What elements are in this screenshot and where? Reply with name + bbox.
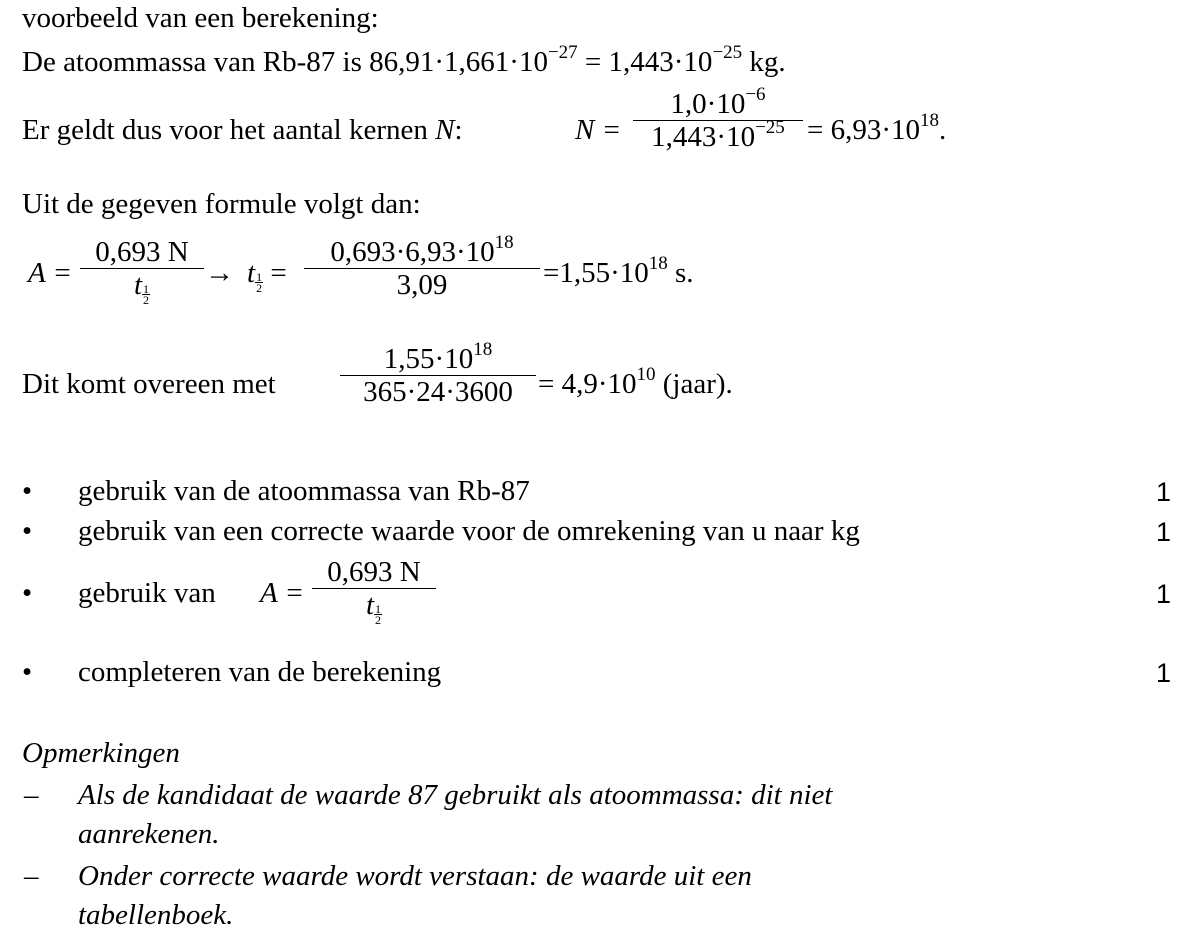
exp-1: −27	[547, 42, 578, 64]
bullet: •	[22, 475, 33, 507]
half-subscript	[255, 272, 263, 293]
t-half-num-exp: 18	[494, 232, 514, 254]
nuclei-line-lead	[22, 114, 463, 147]
years-fraction	[340, 339, 536, 408]
activity-fraction-num	[80, 236, 204, 268]
t-half-fraction	[304, 232, 540, 301]
nuclei-rhs-base: = 6,93·10	[807, 114, 921, 146]
years-lead: Dit komt overeen met	[22, 368, 276, 400]
remark-line-2: aanrekenen.	[78, 818, 220, 850]
exp-2: −25	[712, 42, 743, 64]
bullet: •	[22, 577, 33, 609]
years-num	[340, 339, 536, 375]
criterion-fraction-den	[312, 589, 436, 625]
half-top: 1	[375, 602, 382, 616]
years-den: 365·24·3600	[363, 376, 513, 408]
equals: =	[270, 257, 287, 289]
atomic-mass-lead: De atoommassa van Rb-87 is 86,91·1,661·10	[22, 46, 548, 78]
criterion-formula-lhs: A =	[260, 577, 305, 609]
years-rhs-base: = 4,9·10	[538, 368, 637, 400]
half-subscript	[142, 284, 150, 305]
atomic-mass-tail: kg.	[742, 46, 786, 78]
nuclei-den-exp: −25	[755, 117, 785, 139]
nuclei-eq-lhs	[575, 114, 621, 147]
var-n: N	[435, 114, 455, 146]
t-half-den: 3,09	[396, 269, 448, 301]
t-half-num	[304, 232, 540, 268]
t-symbol: t	[133, 269, 143, 301]
nuclei-num-exp: −6	[745, 84, 766, 106]
t-half-rhs	[543, 253, 694, 290]
nuclei-rhs-tail: .	[939, 114, 947, 146]
t-half-rhs-base: =1,55·10	[543, 257, 649, 289]
half-bot: 2	[143, 293, 150, 307]
criterion-text: completeren van de berekening	[78, 656, 442, 688]
activity-lhs: A =	[28, 257, 73, 289]
remarks-heading: Opmerkingen	[22, 737, 180, 769]
intro-text: voorbeeld van een berekening:	[22, 2, 379, 34]
half-top: 1	[143, 282, 150, 296]
t-half-rhs-tail: s.	[667, 257, 694, 289]
years-rhs-exp: 10	[636, 364, 656, 386]
half-top: 1	[256, 270, 263, 284]
criterion-text: gebruik van een correcte waarde voor de omrekening van u naar kg	[78, 515, 860, 547]
criterion-score: 1	[1156, 579, 1172, 609]
activity-fraction	[80, 236, 204, 305]
years-num-base: 1,55·10	[383, 343, 474, 375]
nuclei-lead-text: Er geldt dus voor het aantal kernen	[22, 114, 436, 146]
criterion-score: 1	[1156, 658, 1172, 688]
remark-line-1: Onder correcte waarde wordt verstaan: de waarde uit een	[78, 860, 752, 892]
t-symbol: t	[365, 589, 375, 621]
criterion-num-text: 0,693 N	[327, 556, 421, 588]
formula-intro: Uit de gegeven formule volgt dan:	[22, 188, 421, 220]
criterion-text: gebruik van de atoommassa van Rb-87	[78, 475, 530, 507]
half-bot: 2	[256, 281, 263, 295]
dash: –	[24, 860, 39, 892]
nuclei-rhs	[807, 110, 947, 147]
t-half-num-base: 0,693·6,93·10	[330, 236, 495, 268]
criterion-score: 1	[1156, 477, 1172, 507]
nuclei-fraction-num	[633, 84, 803, 120]
nuclei-num-base: 1,0·10	[670, 88, 746, 120]
dash: –	[24, 779, 39, 811]
atomic-mass-mid: = 1,443·10	[577, 46, 713, 78]
colon: :	[454, 114, 463, 146]
activity-num-text: 0,693 N	[95, 236, 189, 268]
remark-line-2: tabellenboek.	[78, 899, 234, 931]
nuclei-fraction-den	[633, 117, 803, 153]
criterion-score: 1	[1156, 517, 1172, 547]
years-rhs	[538, 364, 733, 401]
atomic-mass-line	[22, 42, 786, 79]
t-half-rhs-exp: 18	[648, 253, 668, 275]
nuclei-fraction	[633, 84, 803, 153]
nuclei-den-base: 1,443·10	[651, 121, 756, 153]
criterion-text: gebruik van	[78, 577, 216, 609]
half-bot: 2	[375, 613, 382, 627]
half-subscript	[374, 604, 382, 625]
criterion-fraction-num	[312, 556, 436, 588]
years-rhs-tail: (jaar).	[655, 368, 733, 400]
nuclei-lhs-text: N =	[575, 114, 622, 146]
t-half-lhs	[247, 257, 287, 293]
bullet: •	[22, 515, 33, 547]
activity-fraction-den	[80, 269, 204, 305]
bullet: •	[22, 656, 33, 688]
criterion-fraction	[312, 556, 436, 625]
t-symbol: t	[247, 257, 256, 289]
arrow: →	[205, 257, 234, 289]
years-num-exp: 18	[473, 339, 493, 361]
nuclei-rhs-exp: 18	[920, 110, 940, 132]
remark-line-1: Als de kandidaat de waarde 87 gebruikt als atoommassa: dit niet	[78, 779, 833, 811]
